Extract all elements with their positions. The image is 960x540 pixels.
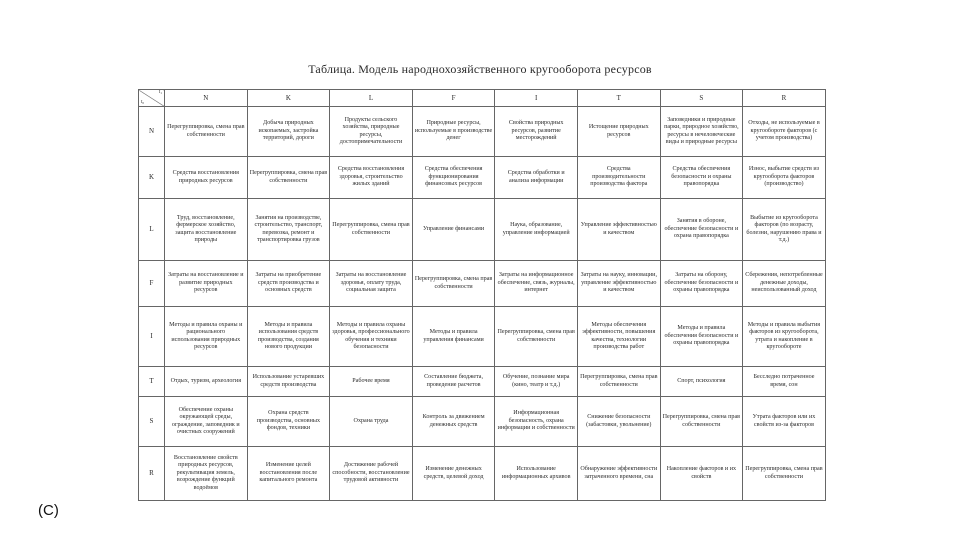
table-row — [139, 447, 826, 501]
table-cell: Средства обеспечения функционирования финансовых ресурсов — [412, 157, 495, 199]
column-header: K — [247, 90, 330, 107]
table-cell: Заповедники и природные парки, природное хозяйство, ресурсы в нечеловеческие виды и природные ресурсы — [660, 107, 743, 157]
table-cell: Контроль за движением денежных средств — [412, 397, 495, 447]
column-header: R — [743, 90, 826, 107]
table-row — [139, 397, 826, 447]
table-header-row — [139, 90, 826, 107]
corner-label-bottom: t₀ — [141, 99, 145, 105]
table-cell: Рабочее время — [330, 367, 413, 397]
row-header: N — [139, 107, 165, 157]
column-header: L — [330, 90, 413, 107]
table-cell: Методы и правила обеспечения безопасности и охраны правопорядка — [660, 307, 743, 367]
table-cell: Изменение целей восстановления после капитального ремонта — [247, 447, 330, 501]
table-cell: Управление эффективностью и качеством — [577, 199, 660, 261]
table-cell: Истощение природных ресурсов — [577, 107, 660, 157]
table-cell: Методы и правила управления финансами — [412, 307, 495, 367]
row-header: F — [139, 261, 165, 307]
table-cell: Сбережения, непотребленные денежные доходы, неиспользованный доход — [743, 261, 826, 307]
table-cell: Спорт, психология — [660, 367, 743, 397]
table-cell: Затраты на восстановление здоровья, оплату труда, социальная защита — [330, 261, 413, 307]
table-cell: Обнаружение эффективности затраченного времени, сна — [577, 447, 660, 501]
table-cell: Обучение, познание мира (кино, театр и т.д.) — [495, 367, 578, 397]
table-cell: Управление финансами — [412, 199, 495, 261]
table-cell: Износ, выбытие средств из кругооборота факторов (производство) — [743, 157, 826, 199]
table-cell: Затраты на информационное обеспечение, связь, журналы, интернет — [495, 261, 578, 307]
table-cell: Информационная безопасность, охрана информации и собственности — [495, 397, 578, 447]
table-cell: Накопление факторов и их свойств — [660, 447, 743, 501]
row-header: L — [139, 199, 165, 261]
table-cell: Снижение безопасности (забастовки, увольнение) — [577, 397, 660, 447]
table-cell: Природные ресурсы, используемые в производстве денег — [412, 107, 495, 157]
table-cell: Отходы, не используемые в кругообороте факторов (с учетом производства) — [743, 107, 826, 157]
table-cell: Изменение денежных средств, целевой доход — [412, 447, 495, 501]
table-row — [139, 107, 826, 157]
table-body — [139, 107, 826, 501]
row-header: T — [139, 367, 165, 397]
table-cell: Восстановление свойств природных ресурсов, рекультивация земель, возрождение функций водоёмов — [165, 447, 248, 501]
column-header: N — [165, 90, 248, 107]
page-title: Таблица. Модель народнохозяйственного кругооборота ресурсов — [308, 62, 652, 76]
table-cell: Обеспечение охраны окружающей среды, ограждение, заповедник и очистных сооружений — [165, 397, 248, 447]
table-cell: Затраты на приобретение средств производства и основных средств — [247, 261, 330, 307]
column-header: T — [577, 90, 660, 107]
copyright-mark: (C) — [38, 502, 59, 519]
table-row — [139, 157, 826, 199]
table-cell: Затраты на оборону, обеспечение безопасности и охраны правопорядка — [660, 261, 743, 307]
table-cell: Средства производительности производства фактора — [577, 157, 660, 199]
table-cell: Отдых, туризм, археология — [165, 367, 248, 397]
table-cell: Достижение рабочей способности, восстановление трудовой активности — [330, 447, 413, 501]
table-cell: Методы и правила охраны и рационального использования природных ресурсов — [165, 307, 248, 367]
table-cell: Продукты сельского хозяйства, природные ресурсы, достопримечательности — [330, 107, 413, 157]
table-cell: Свойства природных ресурсов, развитие месторождений — [495, 107, 578, 157]
table-cell: Занятия на производстве, строительство, транспорт, перевозка, ремонт и транспортировка грузов — [247, 199, 330, 261]
table-row — [139, 261, 826, 307]
table-cell: Наука, образование, управление информацией — [495, 199, 578, 261]
column-header: F — [412, 90, 495, 107]
table-cell: Методы обеспечения эффективности, повышения качества, технологии производства работ — [577, 307, 660, 367]
table-cell: Перегруппировка, смена прав собственности — [495, 307, 578, 367]
table-cell: Составление бюджета, проведение расчетов — [412, 367, 495, 397]
table-cell: Перегруппировка, смена прав собственности — [743, 447, 826, 501]
row-header: I — [139, 307, 165, 367]
table-cell: Труд, восстановление, фермерское хозяйство, защита восстановление природы — [165, 199, 248, 261]
table-cell: Методы и правила охраны здоровья, профессионального обучения и техники безопасности — [330, 307, 413, 367]
table-cell: Средства обработки и анализа информации — [495, 157, 578, 199]
table-cell: Использование устаревших средств производства — [247, 367, 330, 397]
table-row — [139, 199, 826, 261]
table-cell: Добыча природных ископаемых, застройка территорий, дороги — [247, 107, 330, 157]
table-cell: Охрана средств производства, основных фондов, техники — [247, 397, 330, 447]
table-cell: Перегруппировка, смена прав собственности — [165, 107, 248, 157]
table-cell: Перегруппировка, смена прав собственности — [577, 367, 660, 397]
resource-circulation-table — [138, 89, 826, 501]
table-cell: Занятия в обороне, обеспечение безопасности и охрана правопорядка — [660, 199, 743, 261]
table-cell: Средства восстановления природных ресурсов — [165, 157, 248, 199]
table-cell: Использование информационных архивов — [495, 447, 578, 501]
table-cell: Перегруппировка, смена прав собственности — [247, 157, 330, 199]
corner-label-top: t₁ — [158, 90, 162, 95]
table-cell: Средства восстановления здоровья, строительство жилых зданий — [330, 157, 413, 199]
table-row — [139, 367, 826, 397]
table-cell: Утрата факторов или их свойств из-за факторов — [743, 397, 826, 447]
row-header: S — [139, 397, 165, 447]
table-cell: Средства обеспечения безопасности и охраны правопорядка — [660, 157, 743, 199]
table-cell: Затраты на науку, инновации, управление эффективностью и качеством — [577, 261, 660, 307]
table-cell: Охрана труда — [330, 397, 413, 447]
table-cell: Выбытие из кругооборота факторов (по возрасту, болезни, нарушению права и т.д.) — [743, 199, 826, 261]
column-header: S — [660, 90, 743, 107]
table-cell: Бесследно потраченное время, сон — [743, 367, 826, 397]
table-cell: Методы и правила использования средств производства, создания нового продукции — [247, 307, 330, 367]
table-cell: Перегруппировка, смена прав собственности — [412, 261, 495, 307]
column-header: I — [495, 90, 578, 107]
table-cell: Перегруппировка, смена прав собственности — [330, 199, 413, 261]
row-header: K — [139, 157, 165, 199]
table-cell: Затраты на восстановление и развитие природных ресурсов — [165, 261, 248, 307]
table-cell: Методы и правила выбытия факторов из кругооборота, утрата и накопление в кругообороте — [743, 307, 826, 367]
table-corner-cell — [139, 90, 165, 107]
table-cell: Перегруппировка, смена прав собственности — [660, 397, 743, 447]
row-header: R — [139, 447, 165, 501]
table-row — [139, 307, 826, 367]
